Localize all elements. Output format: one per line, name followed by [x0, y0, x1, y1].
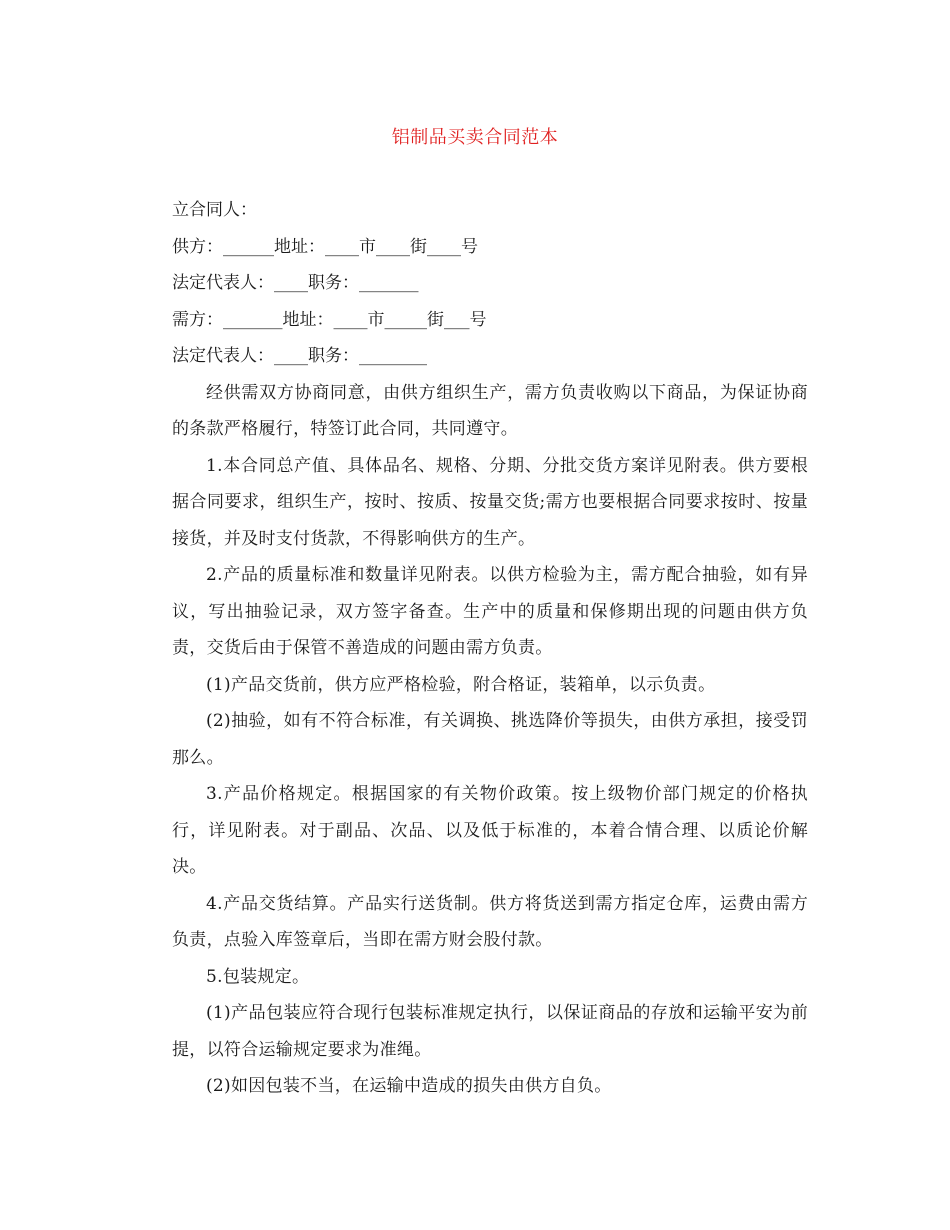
party-heading: 立合同人： [172, 200, 257, 220]
clause-1: 1.本合同总产值、具体品名、规格、分期、分批交货方案详见附表。供方要根据合同要求，组织生产，按时、按质、按量交货;需方也要根据合同要求按时、按量接货，并及时支付货款，不得影响供方的生产。 [172, 455, 808, 549]
document-body [172, 192, 808, 1105]
supplier-representative-line: 法定代表人：____职务：_______ [172, 273, 419, 293]
clause-5-item-1: (1)产品包装应符合现行包装标准规定执行，以保证商品的存放和运输平安为前提，以符合运输规定要求为准绳。 [172, 1003, 808, 1060]
buyer-line: 需方：_______地址：____市_____街___号 [172, 309, 487, 330]
document-title: 铝制品买卖合同范本 [391, 127, 559, 148]
clause-3: 3.产品价格规定。根据国家的有关物价政策。按上级物价部门规定的价格执行，详见附表。对于副品、次品、以及低于标准的，本着合情合理、以质论价解决。 [172, 784, 808, 877]
clause-2-item-2: (2)抽验，如有不符合标准，有关调换、挑选降价等损失，由供方承担，接受罚那么。 [172, 711, 808, 768]
intro-paragraph: 经供需双方协商同意，由供方组织生产，需方负责收购以下商品，为保证协商的条款严格履行，特签订此合同，共同遵守。 [172, 382, 808, 439]
clause-5: 5.包装规定。 [206, 966, 310, 987]
clause-5-item-2: (2)如因包装不当，在运输中造成的损失由供方自负。 [206, 1076, 612, 1096]
clause-4: 4.产品交货结算。产品实行送货制。供方将货送到需方指定仓库，运费由需方负责，点验入库签章后，当即在需方财会股付款。 [172, 893, 808, 950]
clause-2: 2.产品的质量标准和数量详见附表。以供方检验为主，需方配合抽验，如有异议，写出抽验记录，双方签字备查。生产中的质量和保修期出现的问题由供方负责，交货后由于保管不善造成的问题由需方负责。 [172, 565, 808, 658]
clause-2-item-1: (1)产品交货前，供方应严格检验，附合格证，装箱单，以示负责。 [206, 674, 716, 695]
buyer-representative-line: 法定代表人：____职务：________ [172, 346, 427, 366]
supplier-line: 供方：______地址：____市____街____号 [172, 236, 478, 257]
